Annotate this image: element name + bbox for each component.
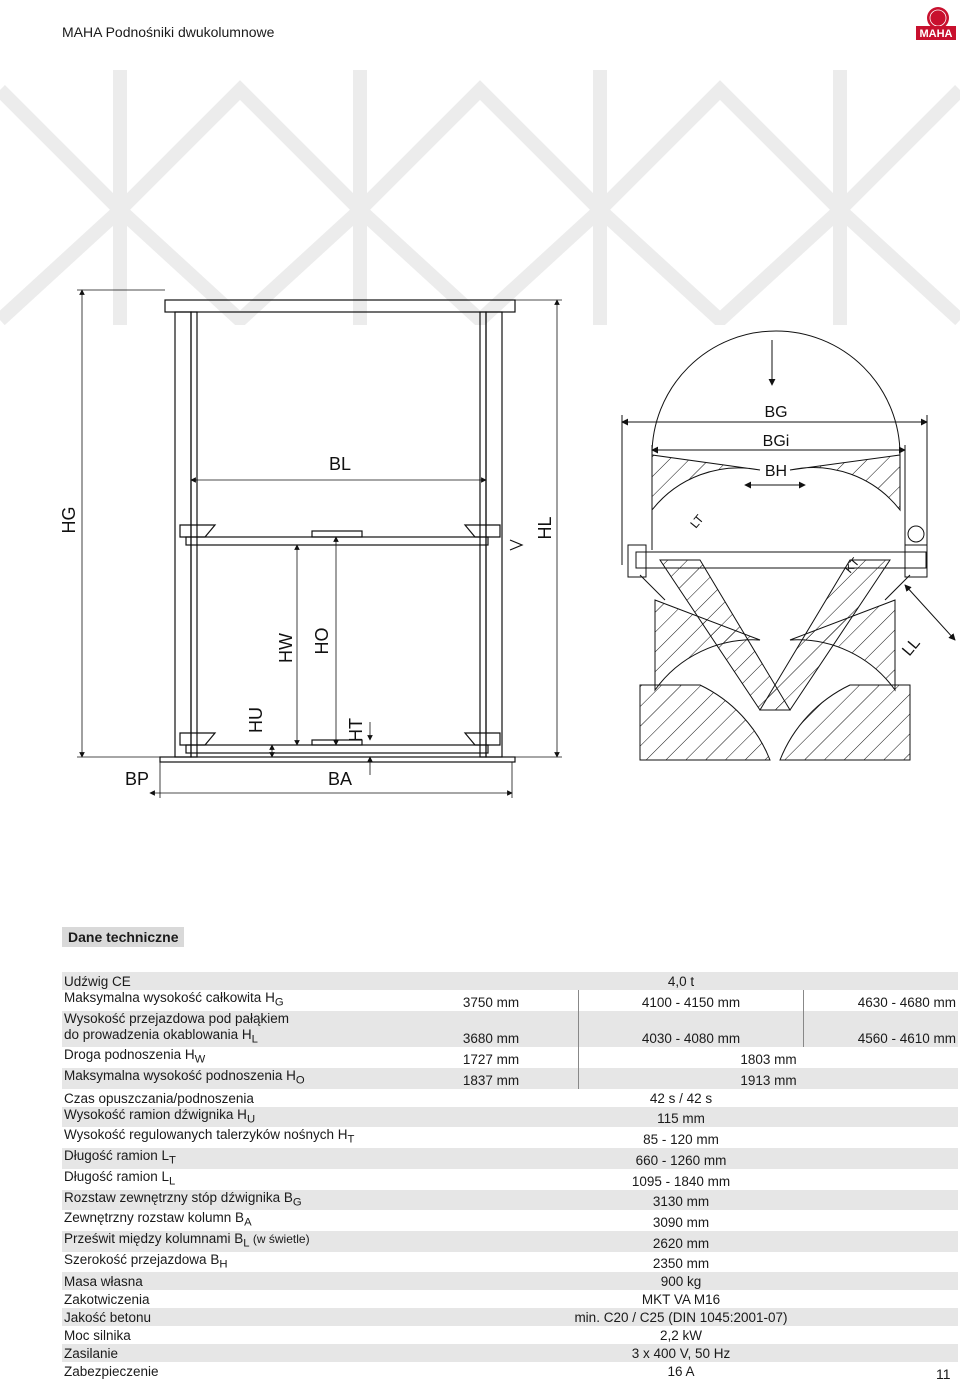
label-bl: BL bbox=[328, 454, 352, 474]
spec-row: Wysokość przejazdowa pod pałąkiem do prowadzenia okablowania $H_L$ 3680 mm 4030 - 4080 mm 4560 - 4610 mm bbox=[64, 1010, 956, 1047]
lift-front-view bbox=[160, 300, 522, 762]
label-hw: HW bbox=[276, 633, 296, 663]
spec-row: Zasilanie 3 x 400 V, 50 Hz bbox=[62, 1344, 958, 1362]
spec-row: Zakotwiczenia MKT VA M16 bbox=[64, 1292, 721, 1308]
page-number: 11 bbox=[936, 1366, 951, 1382]
maha-logo bbox=[914, 4, 958, 42]
label-lt: LT bbox=[687, 511, 707, 531]
spec-row: Maksymalna wysokość całkowita $H_G$ 3750 mm 4100 - 4150 mm 4630 - 4680 mm bbox=[64, 990, 956, 1010]
spec-row: Wysokość ramion dźwignika $H_U$ 115 mm bbox=[62, 1107, 958, 1128]
lift-top-view bbox=[622, 331, 955, 760]
label-bp: BP bbox=[124, 769, 150, 789]
label-ht: HT bbox=[346, 718, 366, 742]
spec-row: Droga podnoszenia $H_W$ 1727 mm 1803 mm bbox=[62, 1047, 958, 1068]
label-hu: HU bbox=[246, 707, 266, 733]
spec-row: Rozstaw zewnętrzny stóp dźwignika $B_G$ 3130 mm bbox=[62, 1190, 958, 1211]
specs-table bbox=[62, 972, 958, 1380]
section-title: Dane techniczne bbox=[62, 927, 184, 947]
spec-row: Jakość betonu min. C20 / C25 (DIN 1045:2001-07) bbox=[62, 1308, 958, 1326]
spec-row: Szerokość przejazdowa $B_H$ 2350 mm bbox=[64, 1251, 710, 1272]
front-dimension-labels bbox=[59, 454, 555, 789]
label-ll: LL bbox=[899, 634, 924, 660]
label-bgi: BGi bbox=[762, 433, 790, 450]
spec-row: Udźwig CE 4,0 t bbox=[62, 972, 958, 990]
spec-row: Masa własna 900 kg bbox=[62, 1272, 958, 1290]
label-ho: HO bbox=[312, 627, 332, 655]
spec-row: Wysokość regulowanych talerzyków nośnych $H_T$ 85 - 120 mm bbox=[64, 1127, 719, 1148]
page-header-title: MAHA Podnośniki dwukolumnowe bbox=[62, 24, 275, 40]
spec-row: Prześwit między kolumnami $B_L$ (w świetle) 2620 mm bbox=[62, 1231, 958, 1252]
spec-row: Zewnętrzny rozstaw kolumn $B_A$ 3090 mm bbox=[64, 1210, 710, 1230]
label-bh: BH bbox=[764, 463, 788, 480]
spec-row: Czas opuszczania/podnoszenia 42 s / 42 s bbox=[64, 1090, 713, 1106]
label-hg: HG bbox=[59, 506, 79, 534]
label-kt: KT bbox=[841, 555, 863, 576]
spec-row: Moc silnika 2,2 kW bbox=[64, 1328, 702, 1344]
spec-row: Długość ramion $L_T$ 660 - 1260 mm bbox=[62, 1148, 958, 1169]
label-ba: BA bbox=[327, 769, 353, 789]
spec-row: Długość ramion $L_L$ 1095 - 1840 mm bbox=[64, 1168, 731, 1189]
front-dimensions bbox=[77, 290, 562, 798]
spec-row: Zabezpieczenie 16 A bbox=[64, 1364, 695, 1380]
label-hl: HL bbox=[535, 516, 555, 540]
technical-drawing bbox=[0, 280, 960, 810]
label-bg: BG bbox=[764, 404, 788, 421]
logo-text: MAHA bbox=[919, 28, 953, 40]
spec-row: Maksymalna wysokość podnoszenia $H_O$ 1837 mm 1913 mm bbox=[62, 1068, 958, 1089]
